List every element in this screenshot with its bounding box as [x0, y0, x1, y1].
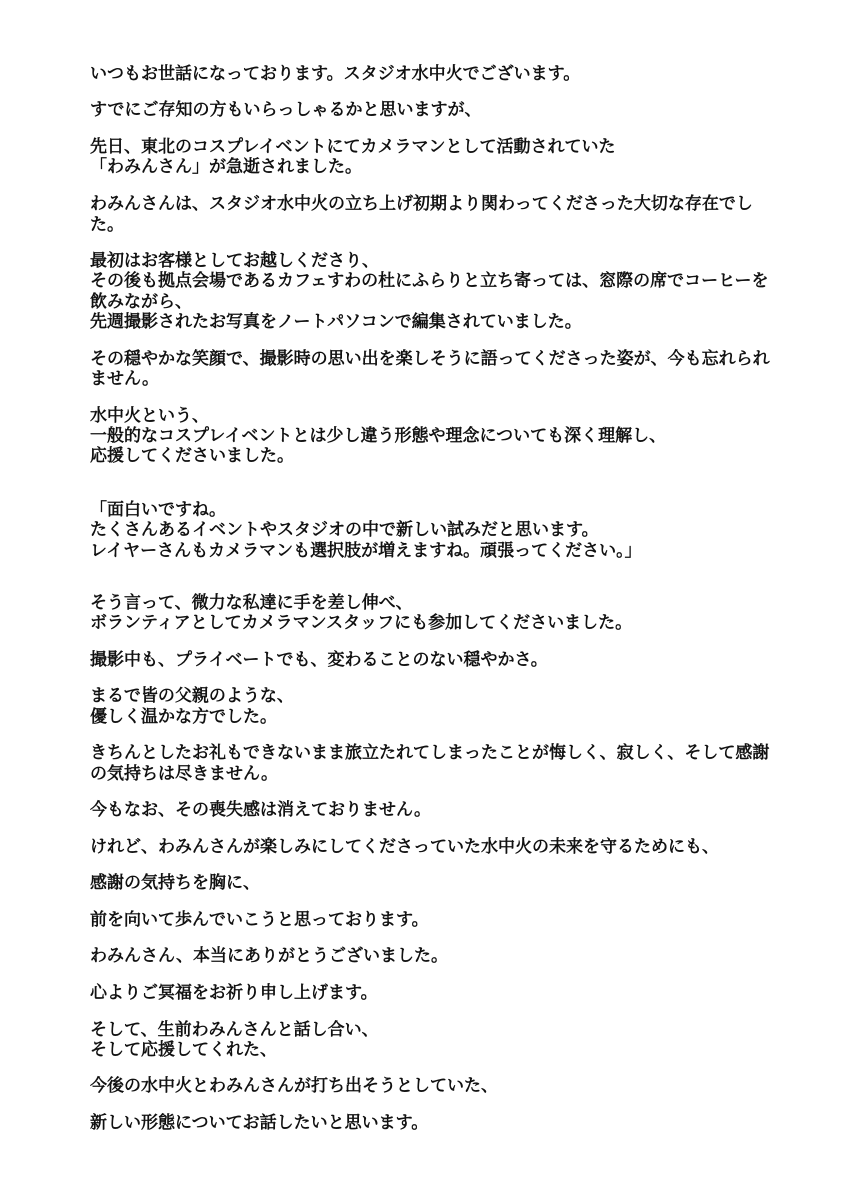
- text-line: 応援してくださいました。: [90, 446, 294, 466]
- text-line: 一般的なコスプレイベントとは少し違う形態や理念についても深く理解し、: [90, 426, 667, 446]
- text-line: そう言って、微力な私達に手を差し伸べ、: [90, 593, 413, 613]
- quote-line: 「面白いですね。: [90, 500, 226, 520]
- quote-line: レイヤーさんもカメラマンも選択肢が増えますね。頑張ってください。」: [90, 541, 642, 561]
- text-line: 撮影中も、プライベートでも、変わることのない穏やかさ。: [90, 650, 548, 670]
- text-line: 優しく温かな方でした。: [90, 707, 277, 727]
- text-line: 新しい形態についてお話したいと思います。: [90, 1113, 429, 1133]
- text-line: た。: [90, 215, 124, 235]
- quote-line: たくさんあるイベントやスタジオの中で新しい試みだと思います。: [90, 520, 599, 540]
- text-line: わみんさんは、スタジオ水中火の立ち上げ初期より関わってくださった大切な存在でし: [90, 194, 753, 214]
- text-line: 心よりご冥福をお祈り申し上げます。: [90, 983, 378, 1003]
- text-line: そして応援してくれた、: [90, 1040, 277, 1060]
- text-line: 今後の水中火とわみんさんが打ち出そうとしていた、: [90, 1076, 498, 1096]
- text-line: 「わみんさん」が急逝されました。: [90, 157, 362, 177]
- text-line: けれど、わみんさんが楽しみにしてくださっていた水中火の未来を守るためにも、: [90, 837, 719, 857]
- text-line: 先日、東北のコスプレイベントにてカメラマンとして活動されていた: [90, 137, 616, 157]
- text-line: いつもお世話になっております。スタジオ水中火でございます。: [90, 64, 581, 84]
- text-line: 感謝の気持ちを胸に、: [90, 873, 260, 893]
- text-line: 飲みながら、: [90, 292, 192, 312]
- text-line: すでにご存知の方もいらっしゃるかと思いますが、: [90, 100, 482, 120]
- text-line: の気持ちは尽きません。: [90, 764, 279, 784]
- text-line: その穏やかな笑顔で、撮影時の思い出を楽しそうに語ってくださった姿が、今も忘れられ: [90, 349, 770, 369]
- text-line: まるで皆の父親のような、: [90, 686, 294, 706]
- text-line: 先週撮影されたお写真をノートパソコンで編集されていました。: [90, 312, 582, 332]
- text-line: その後も拠点会場であるカフェすわの杜にふらりと立ち寄っては、窓際の席でコーヒーを: [90, 271, 769, 291]
- text-line: 前を向いて歩んでいこうと思っております。: [90, 910, 429, 930]
- text-line: 今もなお、その喪失感は消えておりません。: [90, 800, 432, 820]
- text-line: きちんとしたお礼もできないまま旅立たれてしまったことが悔しく、寂しく、そして感謝: [90, 743, 770, 763]
- text-line: ボランティアとしてカメラマンスタッフにも参加してくださいました。: [90, 613, 633, 633]
- text-line: わみんさん、本当にありがとうございました。: [90, 946, 449, 966]
- text-line: 最初はお客様としてお越しくださり、: [90, 251, 379, 271]
- text-line: そして、生前わみんさんと話し合い、: [90, 1020, 379, 1040]
- text-line: ません。: [90, 369, 160, 389]
- text-line: 水中火という、: [90, 406, 209, 426]
